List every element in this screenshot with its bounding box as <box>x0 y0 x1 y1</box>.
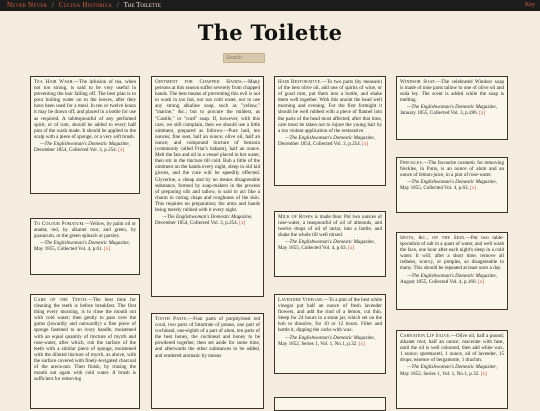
source-link[interactable]: [x] <box>118 147 125 154</box>
breadcrumb-separator: / <box>51 1 54 9</box>
recipe-citation: —The Englishwoman's Domestic Magazine, <box>407 364 497 371</box>
recipe-title: To Colour Pomatum. <box>34 221 85 227</box>
breadcrumb <box>7 0 161 11</box>
breadcrumb-link-cucina-historica[interactable]: Cucina Historica <box>58 1 113 9</box>
recipe-body: —The favourite cosmetic for removing freckles, in Paris, is an ounce of alum and an ounce of lemon-juice, in a pint of rose-water. <box>400 160 504 179</box>
recipe-source: January 1855, Collected Vol. 3, p.286. <box>400 110 478 117</box>
search-input[interactable] <box>223 53 265 63</box>
source-link[interactable]: [x] <box>470 185 477 192</box>
recipe-body: —The best time for cleaning the teeth is before breakfast. The first thing every morning, is to rinse the mouth out with cold water; then gently to pass over the gums (inwardly and outwardly) a fine piece of sponge fastened to an ivory handle, moistened with an equal quantity of tincture of myrrh and rose-water, after which, rub the surface of the teeth with a similar piece of sponge, moistened with the diluted tincture of myrrh, as above, with the surface covered with finely-levigated charcoal of the areca-nut. Then finish, by rinsing the mouth out again with cold water. A brush is sufficient for removing <box>34 297 136 383</box>
page-title: The Toilette <box>197 20 343 45</box>
recipe-citation: —The Englishwoman's Domestic Magazine, <box>407 104 497 111</box>
recipe-body: —Four parts of porphyrised red coral, two parts of bitartrate of potass, one part of cochineal, one-eighth of a part of alum, ten parts of the best honey, the cochineal and honey to be powdered together, then set aside for some time, and afterwards the other substances to be added, and rendered aromatic by means <box>155 316 261 359</box>
recipe-source: December 1854, Collected Vol. 3, p.254. <box>278 140 361 147</box>
recipe-card-freckles <box>396 157 508 213</box>
recipe-card-windsor-soap <box>396 76 508 140</box>
top-nav-bar <box>0 0 540 11</box>
recipe-source: May 1852, Series 1, Vol. 1, No.1, p.32. <box>400 370 480 377</box>
recipe-body: —To two parts (by measure) of the best olive oil, add one of spirits of wine, or of good rum, put them into a bottle, and shake them well together. With this anoint the head well morning and evening. For the first fortnight it should be well rubbed with a piece of flannel into the parts of the head most affected; after that time, care must be taken not to injure the young hair by a too violent application of the restorative. <box>278 79 382 134</box>
source-link[interactable]: [x] <box>358 340 365 347</box>
recipe-card-colour-pomatum <box>30 218 140 275</box>
recipe-body: —Yellow, by palm oil or anatta; red, by alkanet root, and green, by guaiacum, or the green spinach or parsley. <box>34 221 136 240</box>
recipe-citation: —The Englishwoman's Domestic Magazine, <box>162 214 253 221</box>
recipe-title: Windsor Soap. <box>400 79 437 85</box>
recipe-source: May 1852, Series 1, Vol. 1, No.1, p.32. <box>278 340 358 347</box>
recipe-title: Freckles. <box>400 160 424 166</box>
recipe-title: Hair Restorative. <box>278 79 322 85</box>
source-link[interactable]: [x] <box>478 278 485 285</box>
recipe-title: Tea Hair Wash. <box>34 79 74 85</box>
source-link[interactable]: [x] <box>239 220 246 227</box>
recipe-card-lavender-vinegar <box>274 294 386 374</box>
recipe-citation: —The Englishwoman's Domestic Magazine, <box>40 240 130 247</box>
recipe-card-tooth-paste <box>151 313 264 409</box>
source-link[interactable]: [x] <box>348 245 355 252</box>
key-link[interactable]: Key <box>525 2 535 8</box>
recipe-citation: —The Englishwoman's Domestic Magazine, <box>285 239 375 246</box>
recipe-card-hair-restorative <box>274 76 386 186</box>
recipe-card-tea-hair-wash <box>30 76 140 194</box>
recipe-source: May 1855, Collected Vol. 4, p.61. <box>34 246 103 253</box>
recipe-source: August 1855, Collected Vol. 4, p.160. <box>400 278 477 285</box>
recipe-citation: —The Englishwoman's Domestic Magazine, <box>407 179 497 186</box>
recipe-citation: —The Englishwoman's Domestic Magazine, <box>407 272 497 279</box>
recipe-title: Care of the Teeth. <box>34 297 88 303</box>
recipe-body: is made thus: Put two ounces of rose-water, a teaspoonful of oil of almonds, and twelve drops of oil of tartar, into a bottle, and shake the whole till well mixed. <box>278 214 382 239</box>
recipe-source: May 1855, Collected Vol. 4, p.63. <box>278 245 347 252</box>
recipe-title: Lavender Vinegar. <box>278 297 324 303</box>
recipe-body: —Olive oil, half a pound; alkanet root, half an ounce; macerate with heat, until the oil is well coloured, then add white wax, 1 ounce; spermaceti, 1 ounce, oil of lavender, 15 drops; essence of bergamotte, 1 drachm. <box>400 333 504 364</box>
recipe-source: December 1854, Collected Vol. 3, p.254. <box>34 147 117 154</box>
recipe-source: December 1854, Collected Vol. 3, p.254. <box>155 220 238 227</box>
recipe-body: —Many persons at this season suffer severely from chapped hands. The best means of preventing this evil is not to wash in too hot, nor too cold water, nor to use any strong alkaline soap, such as "yellow," "marine," &c.; but to procure the mildest, as "Castile," or "curd" soap. If, however, with this care, we still complain, then we should use a little ointment, prepared as follows:—Pure lard, ten ounces; fine suet, half an ounce; olive oil, half an ounce; and compound tincture of benzoin (commonly called Friar's balsam), half an ounce. Melt the fats and oil in a vessel placed in hot water, then stir in the tincture till cold. Rub a little of the ointment on the hands every night, sleep in old kid gloves, and the cure will be speedily effected. Glycerine, a cheap and by no means disagreeable substance, formed by soap-makers in the process of preparing oils and tallow, is said to act like a charm in curing chaps and roughness of the skin. This requires no preparation; the arms and hands being merely rubbed with it every night. <box>155 79 260 213</box>
recipe-card-ointment-chapped-hands <box>151 76 264 297</box>
source-link[interactable]: [x] <box>362 140 369 147</box>
recipe-body: —The celebrated Windsor soap is made of nine parts tallow to one of olive oil and soda ley. The scent is added while the soap is melting. <box>400 79 504 104</box>
source-link[interactable]: [x] <box>480 370 487 377</box>
recipe-body: —The infusion of tea, when not too strong, is said to be very useful in preventing the hair falling off. The best plan is to pour boiling water on to the leaves, after they have been used for a meal. In ten or twelve hours it may be drawn off, and placed in a bottle for use as required. A tablespoonful of any perfumed spirit, or of rum, should be added to every half pint of the wash made. It should be applied to the scalp with a piece of sponge, or a very soft brush. <box>34 79 136 140</box>
breadcrumb-current: The Toilette <box>123 1 161 9</box>
recipe-citation: —The Englishwoman's Domestic Magazine, <box>285 134 375 141</box>
recipe-card-partial <box>274 397 386 411</box>
recipe-card-care-of-teeth <box>30 294 140 409</box>
recipe-body: —Put two table-spoonfuls of salt in a quart of water, and well wash the face, one hour after each night's sleep in a cold water. It will, after a short time, remove all redness, scurvy, or pimples, so disagreeable to many. This should be repeated at least once a day. <box>400 235 505 272</box>
recipe-title: Tooth Paste. <box>155 316 189 322</box>
recipe-card-milk-of-roses <box>274 211 386 277</box>
recipe-card-spots-on-skin <box>396 232 508 310</box>
recipe-source: May 1855, Collected Vol. 4, p.63. <box>400 185 469 192</box>
recipe-title: Milk of Roses <box>278 214 313 220</box>
search-placeholder: Search <box>226 55 242 61</box>
source-link[interactable]: [x] <box>479 110 486 117</box>
recipe-title: Spots, &c., on the Skin. <box>400 235 466 241</box>
recipe-title: Carnation Lip Salve. <box>400 333 451 339</box>
source-link[interactable]: [x] <box>104 246 111 253</box>
recipe-citation: —The Englishwoman's Domestic Magazine, <box>285 334 375 341</box>
breadcrumb-link-never-never[interactable]: Never Never <box>7 1 48 9</box>
breadcrumb-separator: / <box>116 1 119 9</box>
recipe-title: Ointment for Chapped Hands. <box>155 79 244 85</box>
recipe-citation: —The Englishwoman's Domestic Magazine, <box>40 140 130 147</box>
recipe-body: —To a pint of the best white vinegar put half an ounce of fresh lavender flowers, and add the rind of a lemon, cut thin. Steep for 24 hours in a stone jar, which set on the hob to dissolve, for 10 or 12 hours. Filter and bottle it, dipping the corks with wax. <box>278 297 382 334</box>
recipe-card-carnation-lip-salve <box>396 330 508 409</box>
